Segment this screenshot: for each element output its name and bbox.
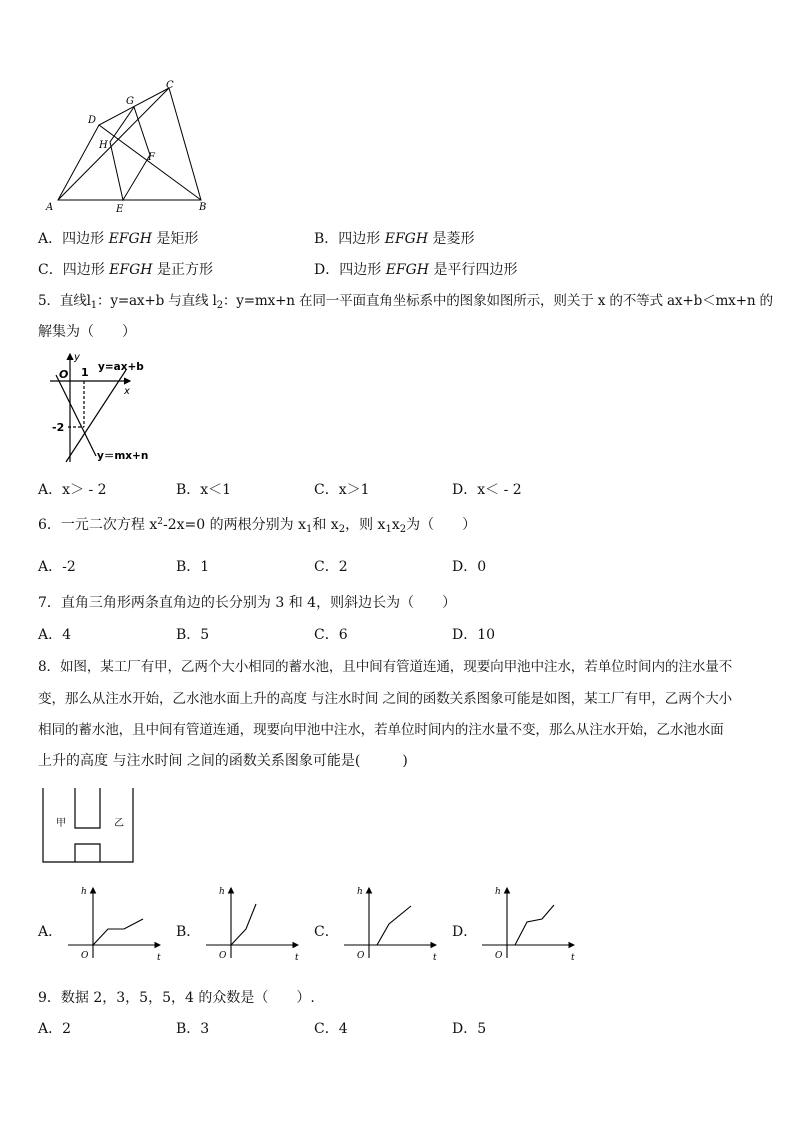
origin-label: O xyxy=(357,951,365,961)
label-d: D xyxy=(88,115,97,126)
tick-y-neg2: -2 xyxy=(52,421,65,434)
q8-option-d-graph xyxy=(480,884,580,964)
q9-option-a: A．2 xyxy=(38,1021,72,1037)
q8-option-a-label: A． xyxy=(38,924,63,940)
axis-t-label: t xyxy=(157,953,161,963)
q4-option-b: B．四边形 EFGH 是菱形 xyxy=(314,231,475,247)
graph-line xyxy=(515,905,554,945)
origin-label: O xyxy=(81,951,89,961)
q7-option-b: B．5 xyxy=(176,627,210,643)
label-e: E xyxy=(116,204,124,215)
origin-label: O xyxy=(219,951,227,961)
q8-tank-figure xyxy=(40,786,140,866)
q8-option-b-graph xyxy=(204,884,304,964)
q4-quadrilateral-figure xyxy=(44,78,214,218)
tank-jia-label: 甲 xyxy=(56,818,66,829)
axis-t-label: t xyxy=(295,953,299,963)
origin-label: O xyxy=(495,951,503,961)
tank-yi-label: 乙 xyxy=(114,818,124,829)
q9-stem: 9．数据 2，3，5，5，4 的众数是（ ）. xyxy=(38,990,315,1006)
q5-stem-line2: 解集为（ ） xyxy=(38,324,136,340)
diagonal-ac xyxy=(58,88,169,200)
q5-option-c: C．x＞1 xyxy=(314,482,370,498)
graph-line xyxy=(231,904,256,945)
q5-option-b: B．x＜1 xyxy=(176,482,232,498)
q7-option-a: A．4 xyxy=(38,627,72,643)
label-c: C xyxy=(166,80,174,91)
q8-stem-line2: 变，那么从注水开始，乙水池水面上升的高度 与注水时间 之间的函数关系图象可能是如图，某工厂有甲，乙两个大小 xyxy=(38,691,732,707)
axis-h-label: h xyxy=(357,887,363,897)
q6-option-c: C．2 xyxy=(314,559,348,575)
axis-h-label: h xyxy=(495,887,501,897)
q8-option-d-label: D． xyxy=(452,924,478,940)
q8-stem-line1: 8．如图，某工厂有甲，乙两个大小相同的蓄水池，且中间有管道连通，现要向甲池中注水，若单位时间内的注水量不 xyxy=(38,659,733,675)
q6-option-a: A．-2 xyxy=(38,559,76,575)
q6-option-d: D．0 xyxy=(452,559,487,575)
q7-option-d: D．10 xyxy=(452,627,496,643)
graph-line xyxy=(377,906,411,945)
q5-option-d: D．x＜ - 2 xyxy=(452,482,522,498)
q8-option-b-label: B． xyxy=(176,924,201,940)
q8-option-c-graph xyxy=(342,884,442,964)
q5-coordinate-figure xyxy=(46,350,176,466)
axis-t-label: t xyxy=(571,953,575,963)
axis-h-label: h xyxy=(81,887,87,897)
q9-option-b: B．3 xyxy=(176,1021,210,1037)
q4-option-d: D．四边形 EFGH 是平行四边形 xyxy=(314,262,518,278)
q8-option-a-graph xyxy=(66,884,166,964)
line-ax-plus-b xyxy=(66,370,126,462)
axis-h-label: h xyxy=(219,887,225,897)
q9-option-d: D．5 xyxy=(452,1021,487,1037)
q4-option-a: A．四边形 EFGH 是矩形 xyxy=(38,231,199,247)
q5-option-a: A．x＞ - 2 xyxy=(38,482,107,498)
q6-option-b: B．1 xyxy=(176,559,210,575)
q4-option-c: C．四边形 EFGH 是正方形 xyxy=(38,262,213,278)
q7-option-c: C．6 xyxy=(314,627,348,643)
quadrilateral-efgh xyxy=(110,107,150,200)
q9-option-c: C．4 xyxy=(314,1021,348,1037)
q8-option-c-label: C． xyxy=(314,924,339,940)
q8-stem-line3: 相同的蓄水池，且中间有管道连通，现要向甲池中注水，若单位时间内的注水量不变，那么从注水开始，乙水池水面 xyxy=(38,722,724,738)
tick-x-1: 1 xyxy=(81,366,89,379)
line-mx-plus-n xyxy=(56,375,96,456)
q6-stem: 6．一元二次方程 $x^2-2x=0$ 的两根分别为 $x_1$和 $x_2$，则 $x_1x_2$为（ ） xyxy=(38,517,477,535)
graph-line xyxy=(93,919,143,945)
origin-label: O xyxy=(59,368,69,381)
axis-t-label: t xyxy=(433,953,437,963)
x-axis-label: x xyxy=(124,386,130,397)
label-b: B xyxy=(199,202,207,213)
label-a: A xyxy=(46,202,54,213)
label-g: G xyxy=(126,96,134,107)
label-line1: y=ax+b xyxy=(98,361,144,373)
q8-stem-line4: 上升的高度 与注水时间 之间的函数关系图象可能是( ) xyxy=(38,753,408,769)
q5-stem-line1: 5．直线$l_1$：y=ax+b 与直线 $l_2$：y=mx+n 在同一平面直角坐标系中的图象如图所示，则关于 x 的不等式 ax+b＜mx+n 的 xyxy=(38,293,773,311)
label-h: H xyxy=(99,140,108,151)
label-line2: y＝mx+n xyxy=(97,450,149,462)
y-axis-label: y xyxy=(74,352,80,363)
q7-stem: 7．直角三角形两条直角边的长分别为 3 和 4，则斜边长为（ ） xyxy=(38,595,457,611)
label-f: F xyxy=(148,152,155,163)
